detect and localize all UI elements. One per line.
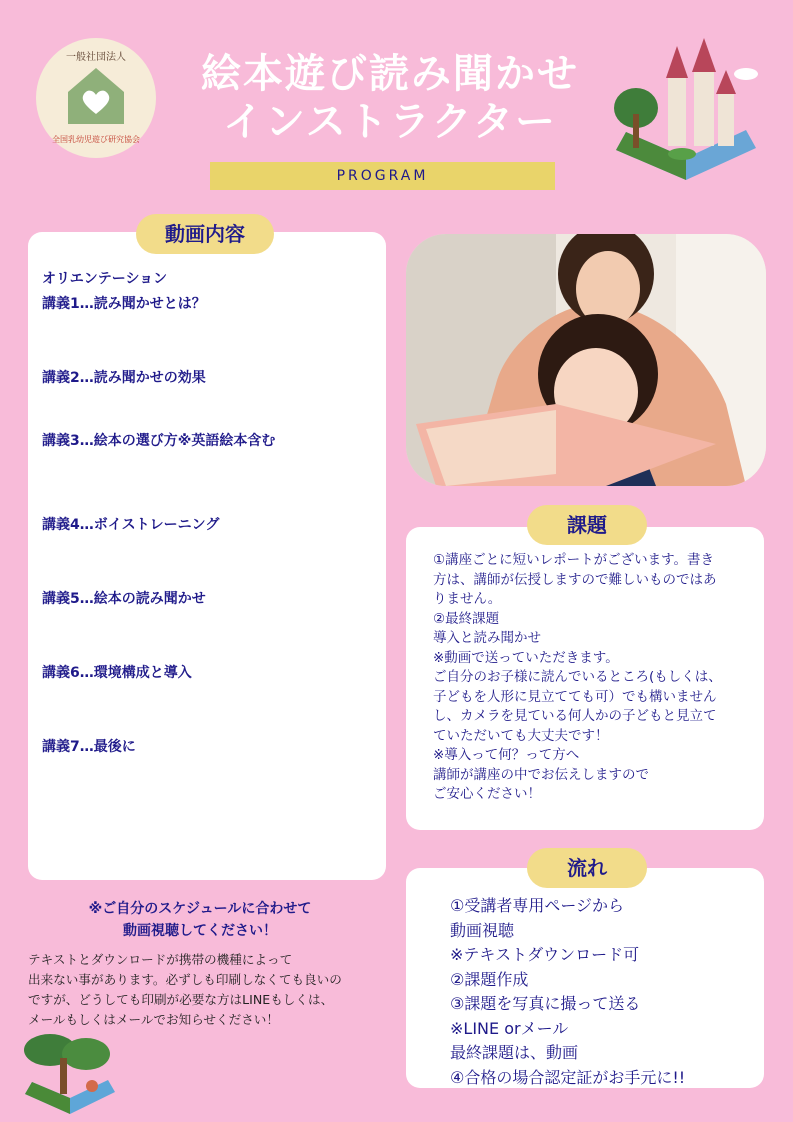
flow-step: ※テキストダウンロード可 bbox=[450, 945, 640, 964]
flow-step: 最終課題は、動画 bbox=[450, 1043, 579, 1062]
assignment-line: ていただいても大丈夫です！ bbox=[433, 727, 609, 744]
assignment-line: 子どもを人形に見立てても可）でも構いません bbox=[433, 688, 717, 705]
program-banner: PROGRAM bbox=[210, 162, 555, 190]
download-note-line: 出来ない事があります。必ずしも印刷しなくても良いの bbox=[28, 972, 342, 987]
svg-text:一般社団法人: 一般社団法人 bbox=[66, 52, 126, 63]
assignment-line: ※導入って何？って方へ bbox=[433, 747, 580, 763]
download-note-line: テキストとダウンロードが携帯の機種によって bbox=[28, 952, 293, 967]
flow-list bbox=[450, 894, 750, 1090]
schedule-note-line: ※ご自分のスケジュールに合わせて bbox=[88, 901, 312, 917]
assignment-line: し、カメラを見ている何人かの子どもと見立て bbox=[433, 708, 717, 724]
schedule-note-line: 動画視聴してください！ bbox=[123, 923, 277, 939]
lecture-item: 講義1…読み聞かせとは？ bbox=[42, 296, 206, 312]
assignment-text bbox=[433, 551, 753, 805]
assignment-line: ご自分のお子様に読んでいるところ(もしくは、 bbox=[433, 669, 722, 685]
assignment-line: 方は、講師が伝授しますので難しいものではあ bbox=[433, 571, 717, 588]
lecture-item: 講義5…絵本の読み聞かせ bbox=[42, 591, 206, 607]
assignment-line: 導入と読み聞かせ bbox=[433, 630, 541, 646]
flow-step: ④合格の場合認定証がお手元に!! bbox=[450, 1067, 686, 1087]
download-note bbox=[28, 950, 398, 1030]
flow-step: ③課題を写真に撮って送る bbox=[450, 994, 641, 1013]
castle-book-illustration bbox=[606, 30, 766, 190]
flow-heading: 流れ bbox=[527, 848, 647, 888]
lecture-item: オリエンテーション bbox=[42, 271, 168, 287]
flow-step: ②課題作成 bbox=[450, 969, 529, 989]
page-title-line1: 絵本遊び読み聞かせ bbox=[201, 51, 579, 97]
page-title-line2: インストラクター bbox=[223, 99, 557, 145]
lecture-item: 講義3…絵本の選び方※英語絵本含む bbox=[42, 433, 276, 449]
reading-photo bbox=[406, 234, 766, 486]
download-note-line: メールもしくはメールでお知らせください！ bbox=[28, 1012, 279, 1027]
assignment-line: ※動画で送っていただきます。 bbox=[433, 649, 619, 666]
download-note-line: ですが、どうしても印刷が必要な方はLINEもしくは、 bbox=[28, 992, 334, 1007]
video-content-heading: 動画内容 bbox=[136, 214, 274, 254]
tree-book-illustration bbox=[20, 1028, 120, 1118]
svg-text:全国乳幼児遊び研究協会: 全国乳幼児遊び研究協会 bbox=[52, 135, 140, 144]
assignment-line: 講師が講座の中でお伝えしますので bbox=[433, 766, 649, 783]
flow-step: 動画視聴 bbox=[450, 920, 515, 940]
lecture-item: 講義6…環境構成と導入 bbox=[42, 665, 192, 681]
video-content-panel bbox=[28, 232, 386, 880]
assignment-line: ご安心ください！ bbox=[433, 786, 541, 802]
lecture-item: 講義7…最後に bbox=[42, 739, 136, 755]
assignment-line: りません。 bbox=[433, 591, 502, 607]
flow-step: ①受講者専用ページから bbox=[450, 896, 625, 915]
flow-step: ※LINE orメール bbox=[450, 1018, 569, 1038]
schedule-note bbox=[40, 898, 360, 942]
association-logo bbox=[36, 38, 156, 158]
lecture-item: 講義4…ボイストレーニング bbox=[42, 517, 220, 533]
assignment-heading: 課題 bbox=[527, 505, 647, 545]
assignment-line: ②最終課題 bbox=[433, 610, 500, 627]
lecture-item: 講義2…読み聞かせの効果 bbox=[42, 370, 206, 386]
assignment-line: ①講座ごとに短いレポートがございます。書き bbox=[433, 552, 715, 568]
